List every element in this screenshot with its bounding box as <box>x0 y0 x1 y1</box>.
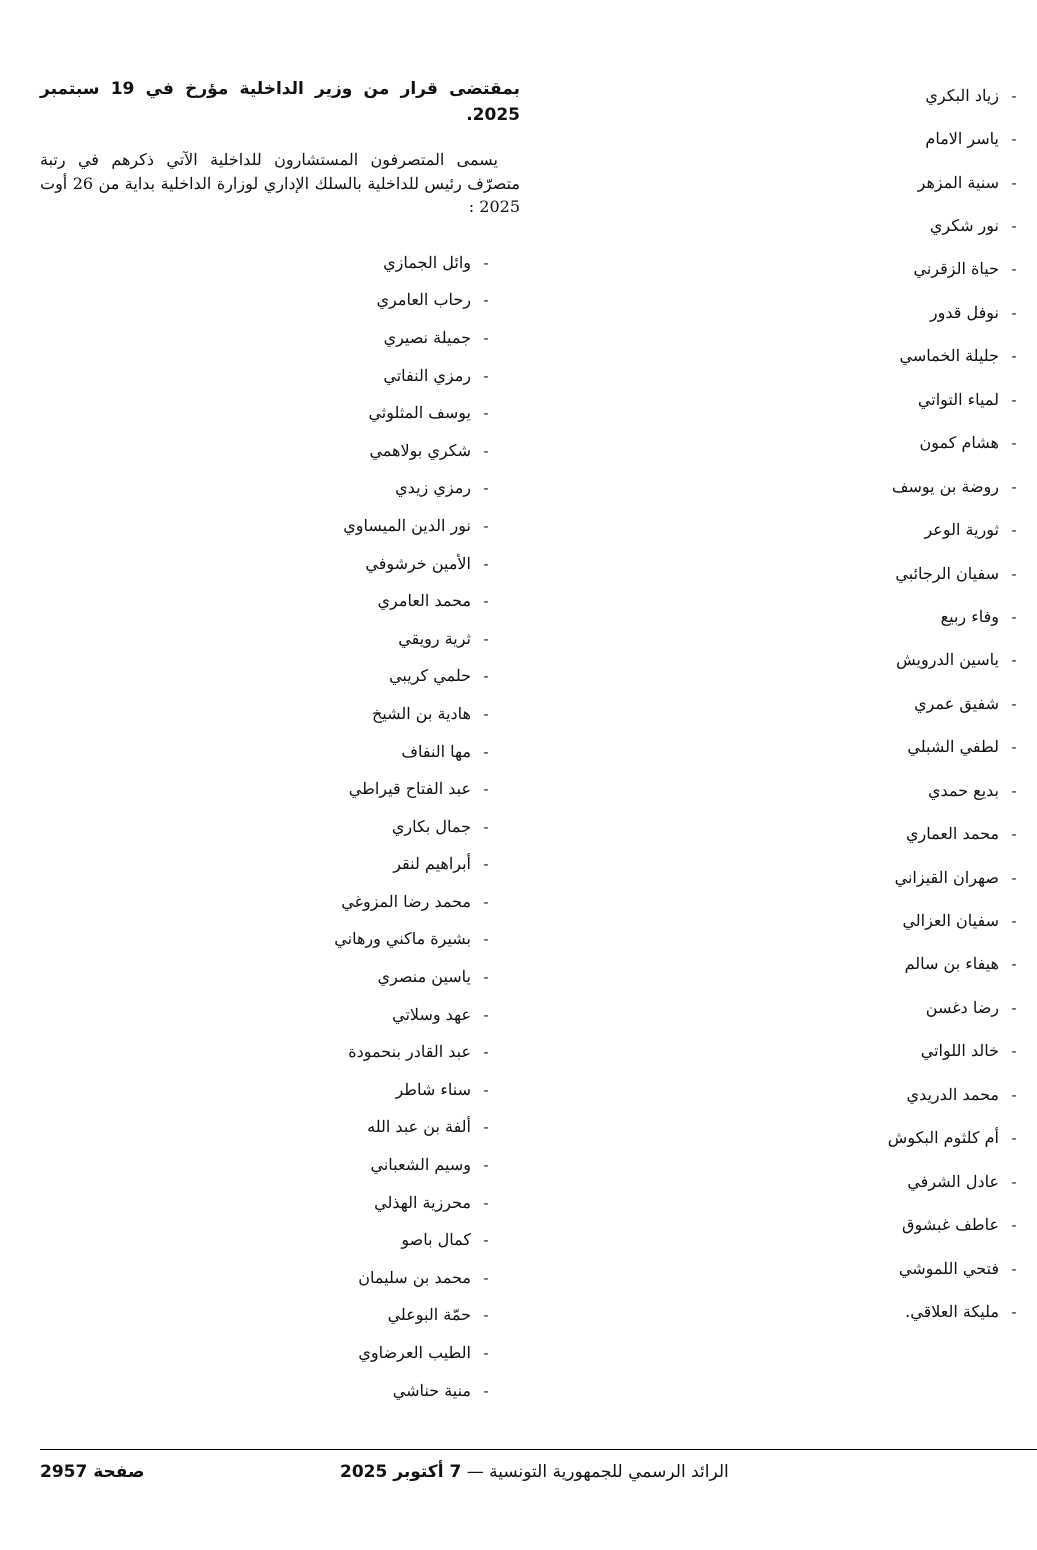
footer-divider <box>40 1449 1037 1450</box>
list-item <box>334 394 501 432</box>
person-name: هادية بن الشيخ <box>371 703 471 723</box>
person-name: لمياء التواتي <box>917 389 999 409</box>
person-name: رمزي النفاتي <box>383 365 471 385</box>
person-name: نوفل قدور <box>929 302 999 322</box>
person-name: ألفة بن عبد الله <box>367 1117 471 1137</box>
person-name: هيفاء بن سالم <box>904 954 999 974</box>
person-name: وفاء ربيع <box>940 606 999 626</box>
list-item <box>888 335 1029 378</box>
person-name: صهران القيزاني <box>894 867 999 887</box>
list-item <box>334 282 501 320</box>
list-marker: - <box>483 742 489 761</box>
list-marker: - <box>1011 173 1017 192</box>
list-item <box>334 996 501 1034</box>
issue-date: 7 أكتوبر 2025 <box>340 1462 462 1482</box>
person-name: عبد القادر بنحمودة <box>348 1042 471 1062</box>
list-marker: - <box>483 968 489 987</box>
list-marker: - <box>1011 260 1017 279</box>
person-name: ثرية رويقي <box>398 628 471 648</box>
list-marker: - <box>1011 86 1017 105</box>
list-marker: - <box>1011 781 1017 800</box>
list-marker: - <box>1011 347 1017 366</box>
list-item <box>888 812 1029 855</box>
person-name: سناء شاطر <box>395 1079 471 1099</box>
person-name: ثورية الوعر <box>924 520 999 540</box>
list-item <box>888 248 1029 291</box>
page-number: صفحة 2957 <box>40 1462 145 1482</box>
person-name: بشيرة ماكني ورهاني <box>334 929 471 949</box>
person-name: سفيان العزالي <box>902 911 999 931</box>
list-marker: - <box>483 592 489 611</box>
list-item <box>334 808 501 846</box>
list-item <box>334 1221 501 1259</box>
person-name: عبد الفتاح قيراطي <box>348 779 471 799</box>
list-marker: - <box>1011 825 1017 844</box>
list-marker: - <box>483 704 489 723</box>
list-item <box>334 545 501 583</box>
list-item <box>888 769 1029 812</box>
list-marker: - <box>1011 1085 1017 1104</box>
list-item <box>334 1071 501 1109</box>
list-marker: - <box>1011 1172 1017 1191</box>
list-marker: - <box>483 1268 489 1287</box>
list-item <box>334 883 501 921</box>
list-item <box>334 1372 501 1410</box>
list-item <box>334 620 501 658</box>
list-item <box>334 432 501 470</box>
list-item <box>888 639 1029 682</box>
list-item <box>888 378 1029 421</box>
list-marker: - <box>1011 1129 1017 1148</box>
person-name: حلمي كريبي <box>389 666 471 686</box>
person-name: ياسين منصري <box>377 967 471 987</box>
list-item <box>888 1160 1029 1203</box>
list-marker: - <box>1011 998 1017 1017</box>
list-item <box>334 1297 501 1335</box>
list-marker: - <box>1011 303 1017 322</box>
person-name: جمال بكاري <box>391 816 471 836</box>
person-name: فتحي اللموشي <box>898 1258 999 1278</box>
list-item <box>888 291 1029 334</box>
person-name: زياد البكري <box>925 85 999 105</box>
list-item <box>334 1146 501 1184</box>
list-item <box>334 582 501 620</box>
list-item <box>334 1033 501 1071</box>
list-item <box>334 921 501 959</box>
list-marker: - <box>483 1306 489 1325</box>
list-item <box>888 161 1029 204</box>
person-name: الطيب العرضاوي <box>358 1343 471 1363</box>
list-marker: - <box>1011 738 1017 757</box>
decree-body: يسمى المتصرفون المستشارون للداخلية الآتي ذكرهم في رتبة متصرّف رئيس للداخلية بالسلك الإداري لوزارة الداخلية بداية من 26 أوت 2025 : <box>40 150 520 216</box>
list-marker: - <box>1011 434 1017 453</box>
person-name: وائل الجمازي <box>383 252 471 272</box>
list-item <box>888 552 1029 595</box>
list-marker: - <box>483 291 489 310</box>
list-item <box>888 856 1029 899</box>
list-marker: - <box>1011 694 1017 713</box>
list-item <box>888 1073 1029 1116</box>
list-item <box>334 770 501 808</box>
person-name: روضة بن يوسف <box>891 476 999 496</box>
list-item <box>888 1247 1029 1290</box>
person-name: شكري بولاهمي <box>369 440 471 460</box>
list-marker: - <box>483 892 489 911</box>
list-marker: - <box>1011 1259 1017 1278</box>
person-name: محمد العامري <box>377 591 471 611</box>
list-marker: - <box>1011 521 1017 540</box>
list-marker: - <box>483 855 489 874</box>
person-name: حياة الزقرني <box>913 259 999 279</box>
list-marker: - <box>1011 1042 1017 1061</box>
list-marker: - <box>1011 651 1017 670</box>
list-marker: - <box>1011 130 1017 149</box>
list-marker: - <box>483 1344 489 1363</box>
person-name: عهد وسلاتي <box>392 1004 471 1024</box>
list-marker: - <box>483 930 489 949</box>
person-name: رمزي زيدي <box>395 478 471 498</box>
list-item <box>888 117 1029 160</box>
person-name: أم كلثوم البكوش <box>887 1128 999 1148</box>
list-item <box>334 1109 501 1147</box>
list-item <box>334 695 501 733</box>
person-name: نور شكري <box>929 216 999 236</box>
list-item <box>888 1203 1029 1246</box>
list-marker: - <box>483 1381 489 1400</box>
list-marker: - <box>1011 1302 1017 1321</box>
list-marker: - <box>483 1156 489 1175</box>
list-item <box>334 244 501 282</box>
list-marker: - <box>483 1118 489 1137</box>
person-name: عادل الشرفي <box>907 1171 999 1191</box>
person-name: سنية المزهر <box>917 172 999 192</box>
list-marker: - <box>1011 607 1017 626</box>
list-item <box>334 507 501 545</box>
list-marker: - <box>1011 912 1017 931</box>
list-marker: - <box>1011 564 1017 583</box>
list-marker: - <box>1011 390 1017 409</box>
list-item <box>334 846 501 884</box>
list-marker: - <box>1011 868 1017 887</box>
list-marker: - <box>1011 477 1017 496</box>
list-marker: - <box>483 817 489 836</box>
list-item <box>888 986 1029 1029</box>
list-item <box>334 319 501 357</box>
list-marker: - <box>483 328 489 347</box>
person-name: نور الدين الميساوي <box>343 515 471 535</box>
list-item <box>334 1259 501 1297</box>
person-name: جليلة الخماسي <box>899 346 999 366</box>
decree-heading: بمقتضى قرار من وزير الداخلية مؤرخ في 19 سبتمبر 2025. <box>40 79 520 125</box>
list-marker: - <box>483 1005 489 1024</box>
person-name: حمّة البوعلي <box>387 1305 471 1325</box>
list-item <box>888 1290 1029 1333</box>
list-item <box>888 465 1029 508</box>
list-marker: - <box>483 667 489 686</box>
list-marker: - <box>483 253 489 272</box>
list-marker: - <box>483 404 489 423</box>
list-marker: - <box>483 366 489 385</box>
person-name: ياسر الامام <box>925 129 999 149</box>
person-name: محمد بن سليمان <box>358 1267 471 1287</box>
list-item <box>334 1184 501 1222</box>
list-item <box>888 74 1029 117</box>
list-marker: - <box>483 1043 489 1062</box>
person-name: سفيان الرجائبي <box>895 563 999 583</box>
person-name: منية حناشي <box>392 1380 471 1400</box>
list-item <box>888 682 1029 725</box>
person-name: مليكة العلاقي. <box>905 1301 999 1321</box>
person-name: ياسين الدرويش <box>896 650 999 670</box>
person-name: أبراهيم لنقر <box>393 854 471 874</box>
person-name: جميلة نصيري <box>383 327 471 347</box>
list-item <box>888 204 1029 247</box>
list-item <box>334 958 501 996</box>
person-name: شفيق عمري <box>914 693 999 713</box>
list-marker: - <box>483 479 489 498</box>
list-marker: - <box>483 441 489 460</box>
person-name: محرزية الهذلي <box>374 1192 471 1212</box>
list-marker: - <box>483 1080 489 1099</box>
list-marker: - <box>483 780 489 799</box>
appointees-list-continued <box>888 74 1029 1334</box>
list-marker: - <box>1011 217 1017 236</box>
list-marker: - <box>483 1193 489 1212</box>
person-name: يوسف المثلوثي <box>368 403 471 423</box>
list-item <box>888 1117 1029 1160</box>
list-item <box>888 508 1029 551</box>
person-name: محمد الدريدي <box>906 1084 999 1104</box>
list-item <box>334 1334 501 1372</box>
person-name: عاطف غبشوق <box>902 1215 999 1235</box>
list-item <box>888 726 1029 769</box>
journal-title <box>340 1462 729 1482</box>
list-item <box>334 733 501 771</box>
list-item <box>888 943 1029 986</box>
list-marker: - <box>483 516 489 535</box>
list-marker: - <box>483 1231 489 1250</box>
list-item <box>888 1030 1029 1073</box>
list-marker: - <box>483 554 489 573</box>
list-item <box>334 357 501 395</box>
person-name: الأمين خرشوفي <box>365 553 471 573</box>
person-name: لطفي الشبلي <box>907 737 999 757</box>
person-name: بديع حمدي <box>928 780 999 800</box>
person-name: كمال باصو <box>401 1230 471 1250</box>
appointees-list <box>334 244 501 1409</box>
list-marker: - <box>483 629 489 648</box>
person-name: مها النفاف <box>401 741 471 761</box>
list-item <box>888 899 1029 942</box>
list-item <box>888 422 1029 465</box>
list-item <box>334 658 501 696</box>
person-name: هشام كمون <box>919 433 999 453</box>
person-name: رضا دغسن <box>925 997 999 1017</box>
person-name: محمد رضا المزوغي <box>341 891 471 911</box>
person-name: وسيم الشعباني <box>370 1155 471 1175</box>
list-marker: - <box>1011 955 1017 974</box>
list-marker: - <box>1011 1216 1017 1235</box>
person-name: رحاب العامري <box>376 290 471 310</box>
list-item <box>888 595 1029 638</box>
list-item <box>334 470 501 508</box>
person-name: خالد اللواتي <box>920 1041 999 1061</box>
person-name: محمد العماري <box>905 824 999 844</box>
journal-name: الرائد الرسمي للجمهورية التونسية — <box>466 1462 729 1482</box>
